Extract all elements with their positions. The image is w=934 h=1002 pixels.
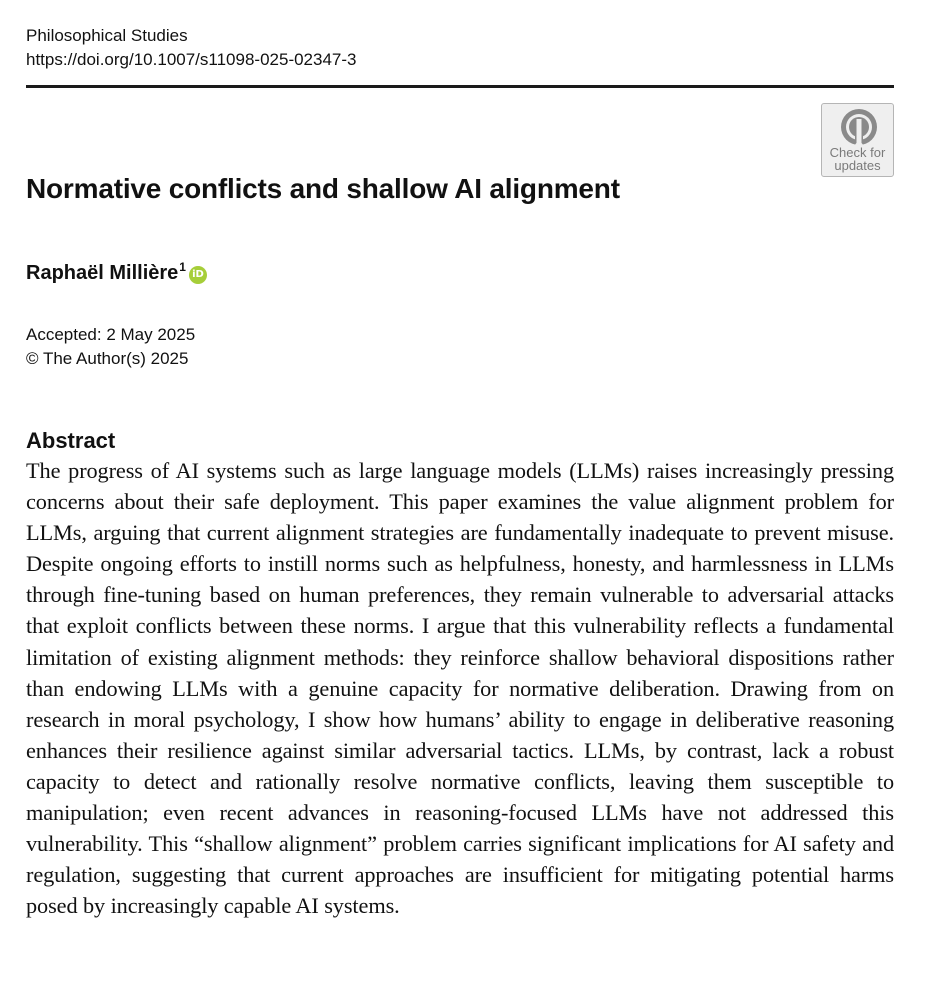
affiliation-mark: 1 — [179, 260, 186, 274]
article-title: Normative conflicts and shallow AI alignment — [26, 173, 620, 204]
badge-line-2: updates — [834, 158, 881, 173]
abstract-text: The progress of AI systems such as large language models (LLMs) raises increasingly pressing concerns about their safe deployment. This paper examines the value alignment problem for LLMs, arguing that current alignment strategies are fundamentally inadequate to prevent misuse. Despite ongoing efforts to instill norms such as helpfulness, honesty, and harmlessness in LLMs through fine-tuning based on human preferences, they remain vulnerable to adversarial attacks that exploit conflicts between these norms. I argue that this vulnerability reflects a fundamental limitation of existing alignment methods: they reinforce shallow behavioral dispositions rather than endowing LLMs with a genuine capacity for normative deliberation. Drawing from on research in moral psychology, I show how humans’ ability to engage in deliberative reasoning enhances their resilience against similar adversarial tactics. LLMs, by contrast, lack a robust capacity to detect and rationally resolve normative conflicts, leaving them susceptible to manipulation; even recent advances in reasoning-focused LLMs have not addressed this vulnerability. This “shallow alignment” problem carries significant implications for AI safety and regulation, suggesting that current approaches are insufficient for mitigating potential harms posed by increasingly capable AI systems. — [26, 458, 894, 919]
header-divider — [26, 85, 894, 88]
crossmark-icon — [839, 107, 879, 147]
check-for-updates-badge[interactable] — [821, 103, 894, 177]
abstract-heading: Abstract — [26, 428, 116, 453]
doi-link[interactable]: https://doi.org/10.1007/s11098-025-02347-3 — [26, 50, 357, 69]
accepted-date: Accepted: 2 May 2025 — [26, 325, 196, 344]
journal-name: Philosophical Studies — [26, 26, 188, 45]
author-line — [26, 254, 207, 286]
author-name: Raphaël Millière — [26, 262, 179, 284]
badge-line-1: Check for — [829, 145, 886, 160]
orcid-icon[interactable]: iD — [189, 266, 207, 284]
copyright-notice: © The Author(s) 2025 — [26, 349, 189, 368]
